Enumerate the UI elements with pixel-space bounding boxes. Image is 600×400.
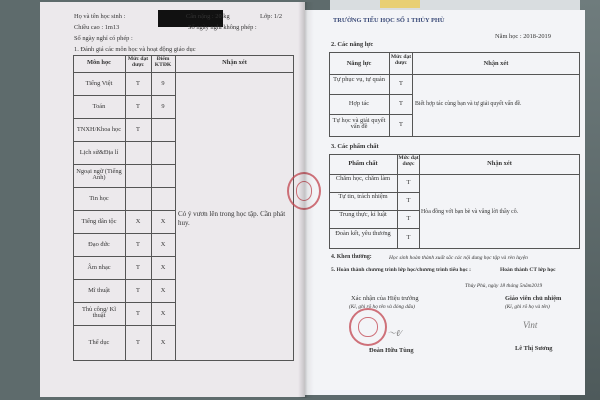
level-cell: T <box>136 339 140 346</box>
school-year: Năm học : 2018-2019 <box>495 33 551 40</box>
subject-cell: TNXH/Khoa học <box>76 126 122 133</box>
competencies-comment: Biết hợp tác cùng bạn và tự giải quyết vấn đề. <box>415 101 522 107</box>
principal-title: Xác nhận của Hiệu trưởng <box>351 295 419 302</box>
subject-cell: Lịch sử&Địa lí <box>79 149 119 156</box>
level-cell: T <box>399 80 403 87</box>
subject-cell: Toán <box>92 103 106 110</box>
score-cell: X <box>160 218 166 225</box>
qualities-comment: Hòa đồng với bạn bè và vâng lời thầy cô. <box>421 209 519 215</box>
school-name: TRƯỜNG TIỂU HỌC SỐ 1 THỦY PHÙ <box>333 17 445 24</box>
competency-cell: Hợp tác <box>348 100 370 107</box>
subject-cell: Tiếng dân tộc <box>81 218 117 225</box>
level-cell: T <box>406 215 411 222</box>
weight-label: Cân nặng : 20 kg <box>186 13 230 20</box>
report-booklet <box>40 2 585 398</box>
principal-signature: 〜ℓ∕ <box>387 328 402 338</box>
completion-label: 5. Hoàn thành chương trình lớp học/chương trình tiểu học : <box>331 267 471 273</box>
level-cell: T <box>136 287 140 294</box>
header-comment: Nhận xét <box>483 60 509 67</box>
competency-cell: Tự phục vụ, tự quản <box>333 76 385 83</box>
subject-cell: Ngoại ngữ (Tiếng Anh) <box>76 168 122 182</box>
header-level: Mức đạt được <box>127 56 149 68</box>
right-page <box>305 10 585 395</box>
header-competency: Năng lực <box>346 60 372 67</box>
teacher-title: Giáo viên chủ nhiệm <box>505 295 562 302</box>
subject-cell: Âm nhạc <box>87 264 111 271</box>
book-spine <box>298 2 314 398</box>
level-cell: T <box>136 126 140 133</box>
school-stamp <box>349 308 387 346</box>
level-cell: T <box>136 264 140 271</box>
subject-cell: Thể dục <box>88 339 110 346</box>
section-3-title: 3. Các phẩm chất <box>331 143 379 150</box>
absent-excused-label: Số ngày nghỉ có phép : <box>74 35 133 42</box>
subjects-comment: Có ý vươn lên trong học tập. Cần phát huy. <box>178 210 286 228</box>
left-page <box>40 2 305 397</box>
level-cell: T <box>136 310 140 317</box>
score-cell: X <box>160 339 166 346</box>
award-text: Học sinh hoàn thành xuất sắc các nội dung học tập và rèn luyện <box>389 255 528 261</box>
quality-cell: Đoàn kết, yêu thương <box>335 230 391 237</box>
teacher-signature: Vint <box>523 320 538 330</box>
score-cell: 9 <box>161 80 165 87</box>
subject-cell: Mĩ thuật <box>88 287 110 294</box>
level-cell: T <box>406 179 411 186</box>
principal-note: (Kí, ghi rõ họ tên và đóng dấu) <box>349 304 415 310</box>
header-comment: Nhận xét <box>487 160 512 167</box>
quality-cell: Tự tin, trách nhiệm <box>338 193 388 200</box>
level-cell: T <box>136 241 140 248</box>
level-cell: T <box>399 121 403 128</box>
absent-unexcused-label: Số ngày nghỉ không phép : <box>188 24 257 31</box>
competency-cell: Tự học và giải quyết vấn đề <box>332 117 386 131</box>
award-label: 4. Khen thưởng: <box>331 254 372 260</box>
level-cell: T <box>406 234 411 241</box>
student-name-label: Họ và tên học sinh : <box>74 13 126 20</box>
level-cell: T <box>406 197 411 204</box>
completion-value: Hoàn thành CT lớp học <box>500 267 556 273</box>
header-level: Mức đạt được <box>398 155 419 167</box>
subject-cell: Đạo đức <box>88 241 110 248</box>
header-subject: Môn học <box>87 59 111 66</box>
header-level: Mức đạt được <box>390 54 412 66</box>
section-1-title: 1. Đánh giá các môn học và hoạt động giáo dục <box>74 46 196 53</box>
date-line: Thủy Phù, ngày 18 tháng 5năm2019 <box>465 283 543 289</box>
subject-cell: Tin học <box>89 195 109 202</box>
level-cell: T <box>136 80 140 87</box>
subject-cell: Thủ công/ Kĩ thuật <box>81 306 117 320</box>
principal-name: Đoàn Hữu Tùng <box>369 347 414 354</box>
teacher-name: Lê Thị Sương <box>515 345 553 352</box>
score-cell: X <box>160 241 166 248</box>
teacher-note: (Kí, ghi rõ họ và tên) <box>505 304 550 310</box>
level-cell: T <box>399 100 403 107</box>
score-cell: X <box>160 287 166 294</box>
header-comment: Nhận xét <box>222 59 247 66</box>
level-cell: X <box>135 218 141 225</box>
score-cell: X <box>160 310 166 317</box>
level-cell: T <box>136 103 140 110</box>
header-score: Điểm KTĐK <box>154 56 172 68</box>
height-label: Chiều cao : 1m13 <box>74 24 120 31</box>
class-label: Lớp: 1/2 <box>260 13 283 20</box>
section-2-title: 2. Các năng lực <box>331 41 374 48</box>
header-quality: Phẩm chất <box>348 160 378 167</box>
quality-cell: Chăm học, chăm làm <box>335 175 391 182</box>
subject-cell: Tiếng Việt <box>85 80 113 87</box>
score-cell: 9 <box>161 103 165 110</box>
score-cell: X <box>160 264 166 271</box>
quality-cell: Trung thực, kỉ luật <box>339 211 387 218</box>
